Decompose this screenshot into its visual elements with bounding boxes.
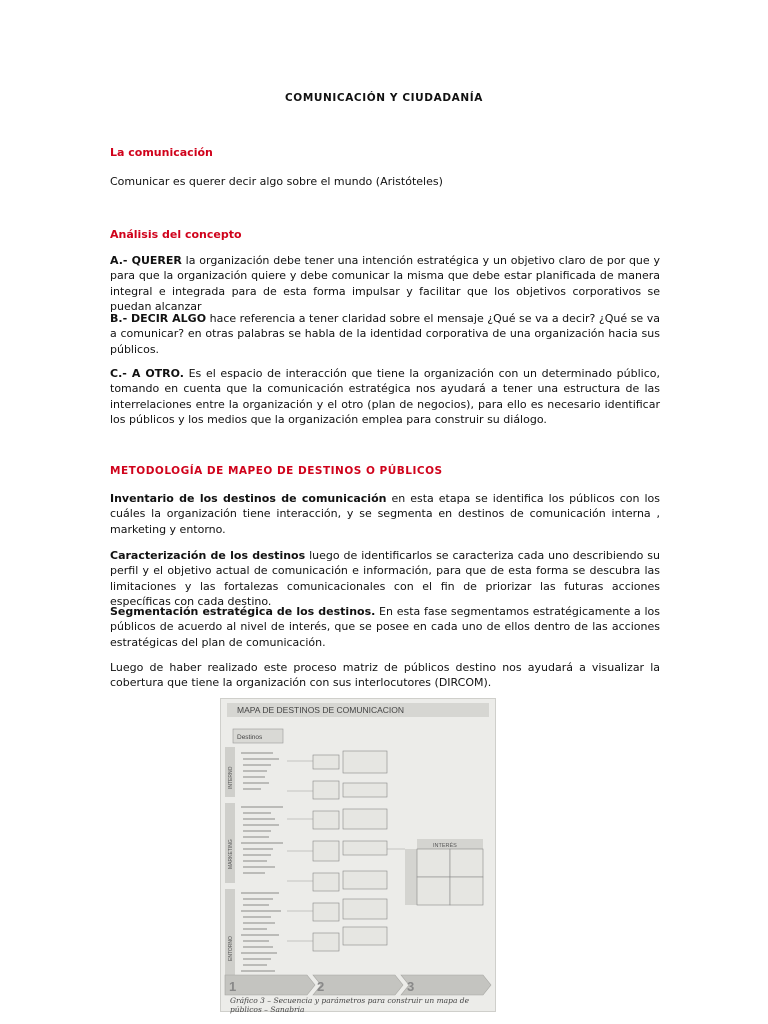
figure-header: MAPA DE DESTINOS DE COMUNICACION [237, 705, 405, 715]
paragraph-luego: Luego de haber realizado este proceso matriz de públicos destino nos ayudará a visualizar la cobertura que tiene la organización con sus interlocutores (DIRCOM). [110, 661, 660, 690]
figure-matrix-label: INTERÉS [433, 843, 457, 849]
text-inventario: en esta etapa se identifica los públicos con los cuáles la organización tiene interacción, y se segmenta en destinos de comunicación interna , marketing y entorno. [110, 492, 660, 536]
paragraph-definition: Comunicar es querer decir algo sobre el mundo (Aristóteles) [110, 175, 443, 188]
figure-caption: Gráfico 3 – Secuencia y parámetros para construir un mapa de públicos – Sanabria [230, 996, 470, 1014]
text-c-a-otro: Es el espacio de interacción que tiene la organización con un determinado público, tomando en cuenta que la comunicación estratégica nos ayudará a tener una estructura de las interrelaciones entre la organización y el otro (plan de negocios), para ello es necesario identificar los públicos y los medios que la organización emplea para construir su diálogo. [110, 367, 660, 426]
text-a-querer: la organización debe tener una intención estratégica y un objetivo claro de por que y para que la organización quiere y debe comunicar la misma que debe estar planificada de manera integral e integrada para de esta forma impulsar y facilitar que los objetivos corporativos se puedan alcanzar [110, 254, 660, 313]
figure-group-interno: INTERNO [228, 766, 234, 789]
figure-step-2: 2 [317, 979, 325, 994]
label-segmentacion: Segmentación estratégica de los destinos. [110, 605, 376, 618]
paragraph-caracterizacion [110, 548, 660, 609]
heading-la-comunicacion: La comunicación [110, 146, 213, 159]
document-title: COMUNICACIÓN Y CIUDADANÍA [284, 92, 484, 104]
paragraph-segmentacion [110, 604, 660, 650]
text-b-decir-algo: hace referencia a tener claridad sobre el mensaje ¿Qué se va a decir? ¿Qué se va a comunicar? en otras palabras se habla de la identidad corporativa de una organización hacia sus públicos. [110, 312, 660, 356]
figure-step-3: 3 [407, 979, 415, 994]
label-inventario: Inventario de los destinos de comunicación [110, 492, 387, 505]
paragraph-inventario [110, 491, 660, 537]
text-caracterizacion: luego de identificarlos se caracteriza cada uno describiendo su perfil y el objetivo actual de comunicación e información, para que de esta forma se descubra las limitaciones y las fortalezas comunicacionales con el fin de priorizar las futuras acciones específicas con cada destino. [110, 549, 661, 608]
paragraph-b-decir-algo [110, 311, 660, 357]
heading-analisis: Análisis del concepto [110, 228, 242, 241]
label-a-querer: A.- QUERER [110, 254, 182, 267]
label-b-decir-algo: B.- DECIR ALGO [110, 312, 207, 325]
label-c-a-otro: C.- A OTRO. [110, 367, 184, 380]
destinations-map-image [221, 699, 495, 1011]
paragraph-c-a-otro [110, 366, 660, 427]
figure-group-marketing: MARKETING [228, 839, 234, 869]
figure-destinos-label: Destinos [237, 734, 263, 741]
text-segmentacion: En esta fase segmentamos estratégicamente a los públicos de acuerdo al nivel de interés, que se posee en cada uno de ellos dentro de las acciones estratégicas del plan de comunicación. [110, 605, 660, 649]
figure-group-entorno: ENTORNO [228, 936, 234, 961]
paragraph-a-querer [110, 253, 660, 314]
destinations-map-figure [220, 698, 496, 1012]
label-caracterizacion: Caracterización de los destinos [110, 549, 306, 562]
figure-step-1: 1 [229, 979, 237, 994]
heading-metodologia: METODOLOGÍA DE MAPEO DE DESTINOS O PÚBLICOS [110, 465, 443, 477]
